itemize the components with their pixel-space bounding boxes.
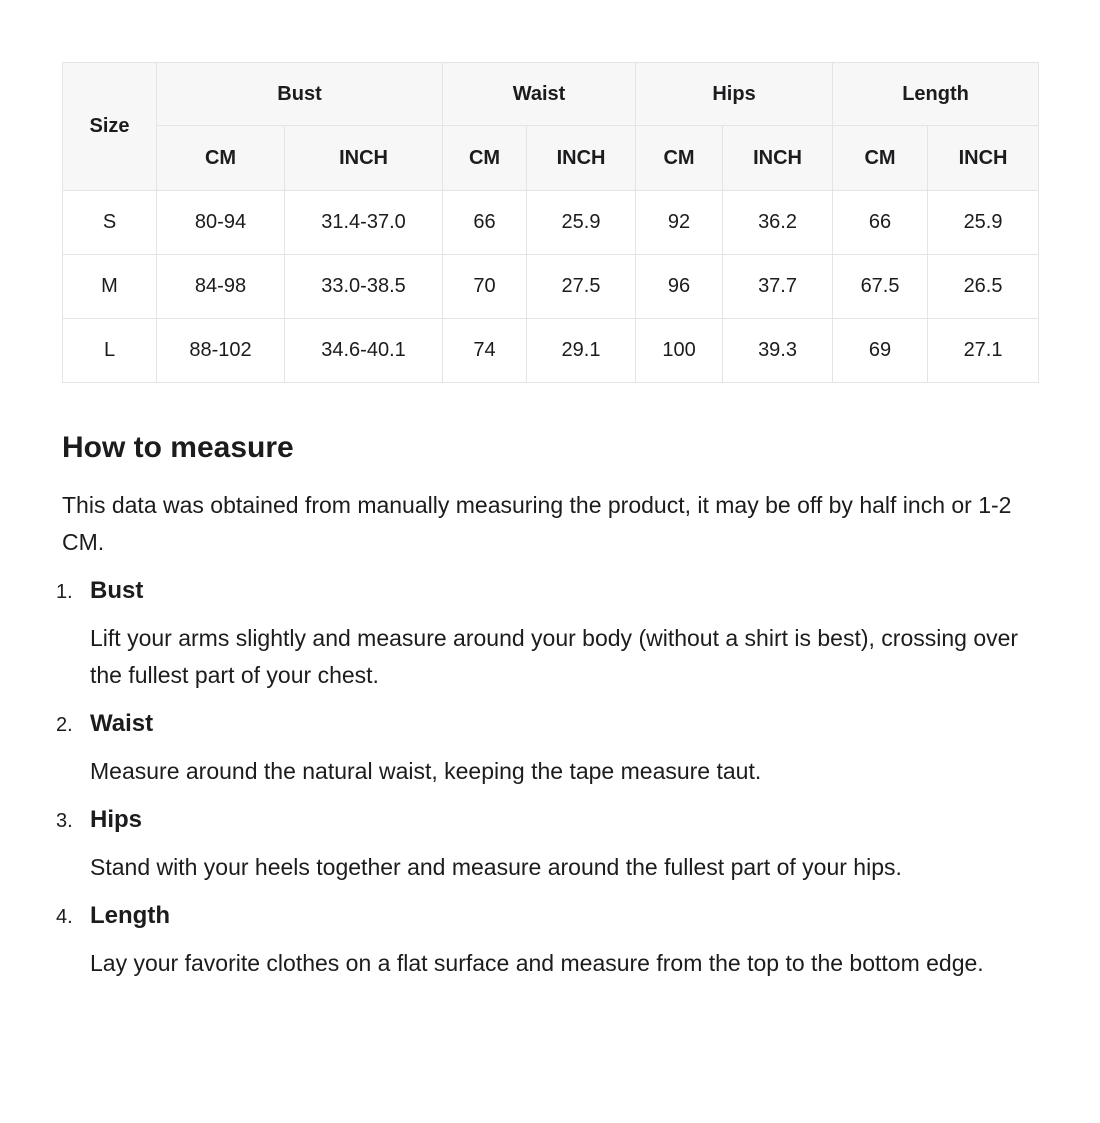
intro-paragraph: This data was obtained from manually measuring the product, it may be off by half inch or 1-2 CM. <box>62 492 1012 555</box>
list-item-label: Waist <box>90 710 154 737</box>
hips-cm-cell: 100 <box>636 319 723 383</box>
unit-header-hips-inch: INCH <box>723 126 833 191</box>
bust-cm-cell: 88-102 <box>157 319 285 383</box>
list-item-label: Hips <box>90 806 143 833</box>
length-inch-cell: 25.9 <box>928 191 1039 255</box>
list-item-label: Bust <box>90 577 144 604</box>
length-inch-cell: 26.5 <box>928 255 1039 319</box>
list-item-description: Measure around the natural waist, keeping the tape measure taut. <box>90 758 762 784</box>
list-item-description: Stand with your heels together and measure around the fullest part of your hips. <box>90 854 902 880</box>
unit-header-length-cm: CM <box>833 126 928 191</box>
column-header-size: Size <box>63 63 157 191</box>
list-item-description: Lay your favorite clothes on a flat surface and measure from the top to the bottom edge. <box>90 950 984 976</box>
bust-cm-cell: 84-98 <box>157 255 285 319</box>
unit-header-waist-cm: CM <box>443 126 527 191</box>
table-row-s <box>63 191 1039 255</box>
hips-cm-cell: 96 <box>636 255 723 319</box>
list-item-number: 1. <box>56 581 73 603</box>
unit-header-length-inch: INCH <box>928 126 1039 191</box>
size-chart-table <box>62 62 1039 383</box>
length-inch-cell: 27.1 <box>928 319 1039 383</box>
list-item-number: 3. <box>56 810 73 832</box>
list-item-number: 2. <box>56 714 73 736</box>
column-group-hips: Hips <box>636 63 833 126</box>
column-group-bust: Bust <box>157 63 443 126</box>
list-item-hips <box>56 806 1038 886</box>
length-cm-cell: 66 <box>833 191 928 255</box>
bust-inch-cell: 33.0-38.5 <box>285 255 443 319</box>
waist-cm-cell: 70 <box>443 255 527 319</box>
measure-list <box>56 577 1038 982</box>
column-group-waist: Waist <box>443 63 636 126</box>
unit-header-bust-cm: CM <box>157 126 285 191</box>
size-cell: L <box>63 319 157 383</box>
waist-cm-cell: 74 <box>443 319 527 383</box>
unit-header-bust-inch: INCH <box>285 126 443 191</box>
waist-inch-cell: 29.1 <box>527 319 636 383</box>
list-item-length <box>56 902 1038 982</box>
list-item-label: Length <box>90 902 170 929</box>
column-group-length: Length <box>833 63 1039 126</box>
section-title: How to measure <box>62 431 294 464</box>
list-item-header <box>56 806 1038 835</box>
list-item-header <box>56 902 1038 931</box>
waist-inch-cell: 27.5 <box>527 255 636 319</box>
bust-cm-cell: 80-94 <box>157 191 285 255</box>
list-item-bust <box>56 577 1038 694</box>
size-cell: M <box>63 255 157 319</box>
list-item-waist <box>56 710 1038 790</box>
list-item-header <box>56 710 1038 739</box>
size-cell: S <box>63 191 157 255</box>
bust-inch-cell: 31.4-37.0 <box>285 191 443 255</box>
unit-header-waist-inch: INCH <box>527 126 636 191</box>
hips-cm-cell: 92 <box>636 191 723 255</box>
bust-inch-cell: 34.6-40.1 <box>285 319 443 383</box>
waist-cm-cell: 66 <box>443 191 527 255</box>
length-cm-cell: 69 <box>833 319 928 383</box>
hips-inch-cell: 36.2 <box>723 191 833 255</box>
table-row-l <box>63 319 1039 383</box>
waist-inch-cell: 25.9 <box>527 191 636 255</box>
list-item-number: 4. <box>56 906 73 928</box>
list-item-description: Lift your arms slightly and measure around your body (without a shirt is best), crossing over the fullest part of your chest. <box>90 625 1019 688</box>
list-item-header <box>56 577 1038 606</box>
hips-inch-cell: 37.7 <box>723 255 833 319</box>
length-cm-cell: 67.5 <box>833 255 928 319</box>
unit-header-hips-cm: CM <box>636 126 723 191</box>
hips-inch-cell: 39.3 <box>723 319 833 383</box>
table-row-m <box>63 255 1039 319</box>
